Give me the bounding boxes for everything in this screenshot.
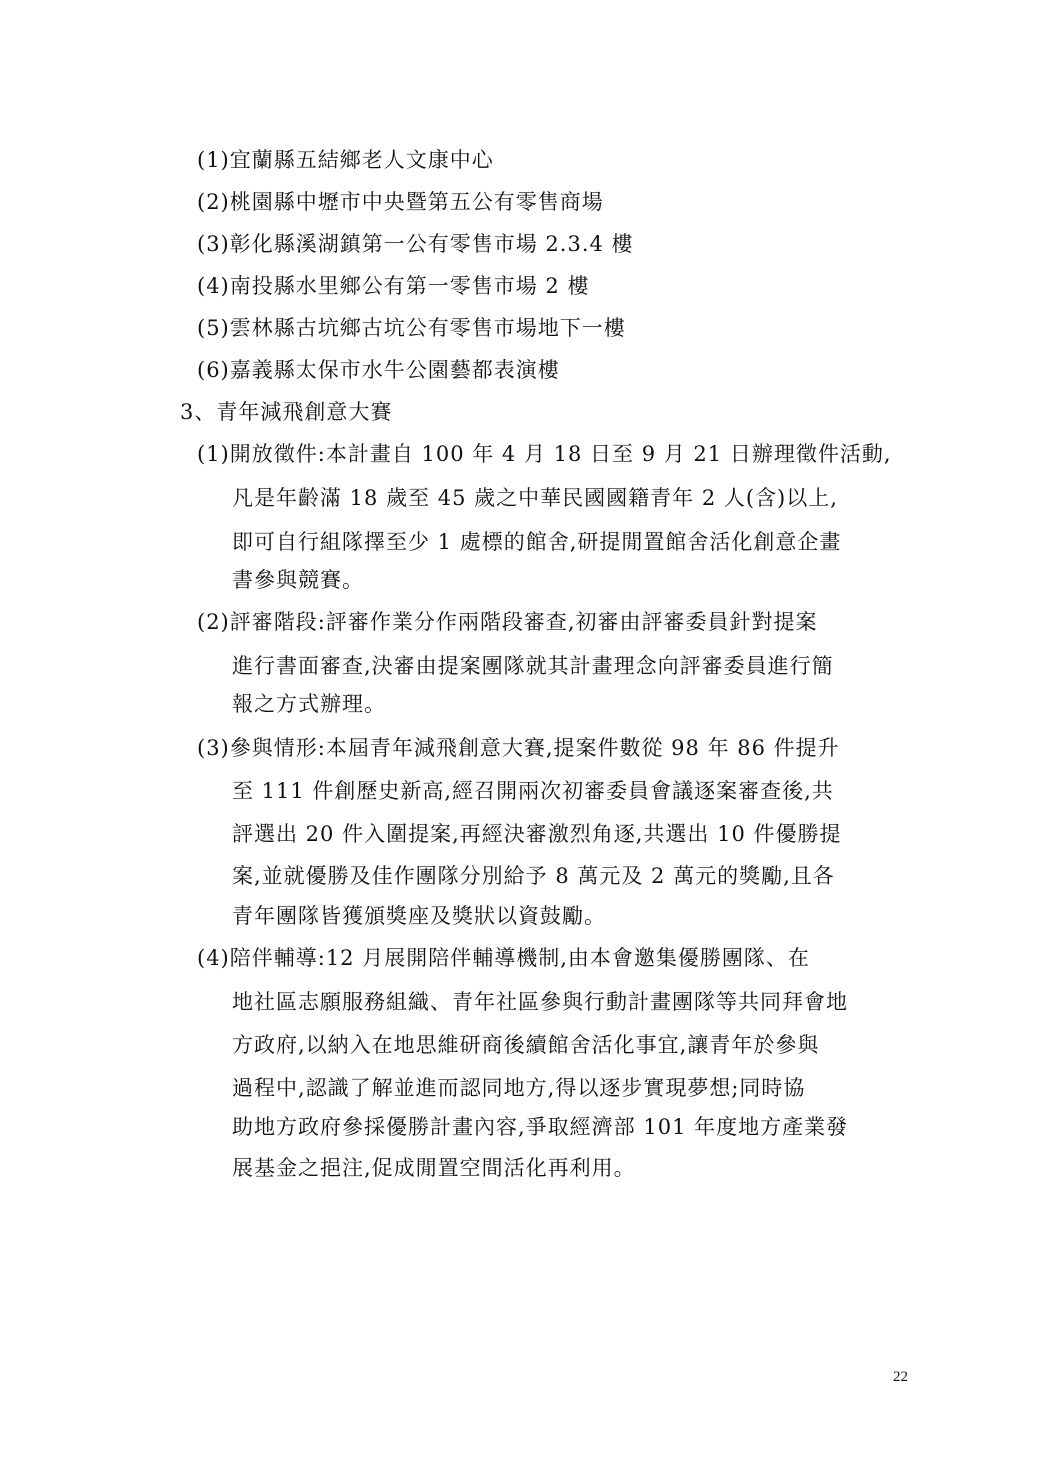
paragraph-line: 地社區志願服務組織、青年社區參與行動計畫團隊等共同拜會地 [232,990,848,1014]
list-item: (2)桃園縣中壢市中央暨第五公有零售商場 [197,190,604,214]
paragraph-line: 案,並就優勝及佳作團隊分別給予 8 萬元及 2 萬元的獎勵,且各 [232,864,835,888]
list-item: (1)宜蘭縣五結鄉老人文康中心 [197,148,494,172]
list-item: (4)南投縣水里鄉公有第一零售市場 2 樓 [197,274,590,298]
list-item: (5)雲林縣古坑鄉古坑公有零售市場地下一樓 [197,316,626,340]
page-number: 22 [893,1369,908,1385]
section-heading: 3、青年減飛創意大賽 [180,400,393,424]
list-item: (3)彰化縣溪湖鎮第一公有零售市場 2.3.4 樓 [197,232,634,256]
paragraph-line: 至 111 件創歷史新高,經召開兩次初審委員會議逐案審查後,共 [232,779,834,803]
paragraph-line: 青年團隊皆獲頒獎座及獎狀以資鼓勵。 [232,904,606,928]
paragraph-line: 過程中,認識了解並進而認同地方,得以逐步實現夢想;同時協 [232,1076,806,1100]
paragraph-line: 進行書面審查,決審由提案團隊就其計畫理念向評審委員進行簡 [232,654,834,678]
paragraph-line: 書參與競賽。 [232,568,364,592]
paragraph-line: 展基金之挹注,促成閒置空間活化再利用。 [232,1156,636,1180]
paragraph-line: 評選出 20 件入圍提案,再經決審激烈角逐,共選出 10 件優勝提 [232,822,842,846]
paragraph-line: (2)評審階段:評審作業分作兩階段審查,初審由評審委員針對提案 [197,610,818,634]
paragraph-line: (4)陪伴輔導:12 月展開陪伴輔導機制,由本會邀集優勝團隊、在 [197,946,810,970]
paragraph-line: 即可自行組隊擇至少 1 處標的館舍,研提閒置館舍活化創意企畫 [232,530,842,554]
list-item: (6)嘉義縣太保市水牛公園藝都表演樓 [197,358,560,382]
paragraph-line [197,440,908,468]
paragraph-line: (3)參與情形:本屆青年減飛創意大賽,提案件數從 98 年 86 件提升 [197,736,840,760]
paragraph-line: 凡是年齡滿 18 歲至 45 歲之中華民國國籍青年 2 人(含)以上, [232,486,838,510]
paragraph-line: 報之方式辦理。 [232,692,386,716]
paragraph-line: 助地方政府參採優勝計畫內容,爭取經濟部 101 年度地方產業發 [232,1115,849,1139]
paragraph-text: (1)開放徵件:本計畫自 100 年 4 月 18 日至 9 月 21 日辦理徵件活動, [197,442,892,466]
paragraph-line: 方政府,以納入在地思維研商後續館舍活化事宜,讓青年於參與 [232,1033,820,1057]
